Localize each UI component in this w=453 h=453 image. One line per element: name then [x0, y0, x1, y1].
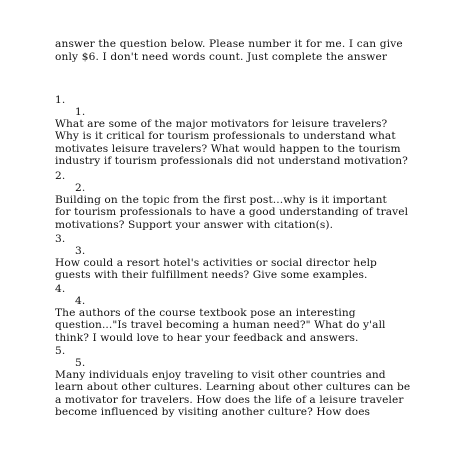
- question-line: a motivator for travelers. How does the life of a leisure traveler: [55, 393, 404, 406]
- question-line: How could a resort hotel's activities or social director help: [55, 257, 377, 269]
- question-number-outer: 1.: [55, 94, 66, 106]
- question-line: The authors of the course textbook pose an interesting: [55, 307, 356, 319]
- question-5: [55, 345, 425, 419]
- question-line: Many individuals enjoy traveling to visit other countries and: [55, 369, 386, 381]
- question-number-outer: 5.: [55, 345, 66, 357]
- intro-line: only $6. I don't need words count. Just complete the answer: [55, 51, 388, 63]
- question-number-inner: 2.: [75, 182, 86, 194]
- question-number-outer: 4.: [55, 283, 66, 295]
- question-line: become influenced by visiting another culture? How does: [55, 406, 371, 419]
- question-line: learn about other cultures. Learning about other cultures can be: [55, 381, 411, 394]
- question-number-outer: 3.: [55, 233, 66, 245]
- question-number-inner: 4.: [75, 295, 86, 307]
- question-3: [55, 233, 425, 282]
- question-number-inner: 5.: [75, 357, 86, 369]
- question-line: Building on the topic from the first post...why is it important: [55, 194, 387, 206]
- question-line: for tourism professionals to have a good understanding of travel: [55, 206, 409, 219]
- question-line: guests with their fulfillment needs? Give some examples.: [55, 269, 368, 282]
- question-line: motivations? Support your answer with citation(s).: [55, 218, 334, 231]
- question-number-inner: 1.: [75, 106, 86, 118]
- intro-line: answer the question below. Please number it for me. I can give: [55, 38, 403, 50]
- question-2: [55, 170, 425, 231]
- question-number-outer: 2.: [55, 170, 66, 182]
- question-line: Why is it critical for tourism professionals to understand what: [55, 130, 396, 143]
- intro-paragraph: [55, 38, 415, 64]
- question-1: [55, 94, 425, 168]
- question-line: What are some of the major motivators for leisure travelers?: [55, 118, 388, 130]
- question-number-inner: 3.: [75, 245, 86, 257]
- question-4: [55, 283, 425, 344]
- question-line: motivates leisure travelers? What would happen to the tourism: [55, 142, 401, 155]
- question-line: industry if tourism professionals did not understand motivation?: [55, 155, 408, 168]
- question-line: think? I would love to hear your feedback and answers.: [55, 331, 359, 344]
- question-line: question..."Is travel becoming a human need?" What do y'all: [55, 319, 386, 332]
